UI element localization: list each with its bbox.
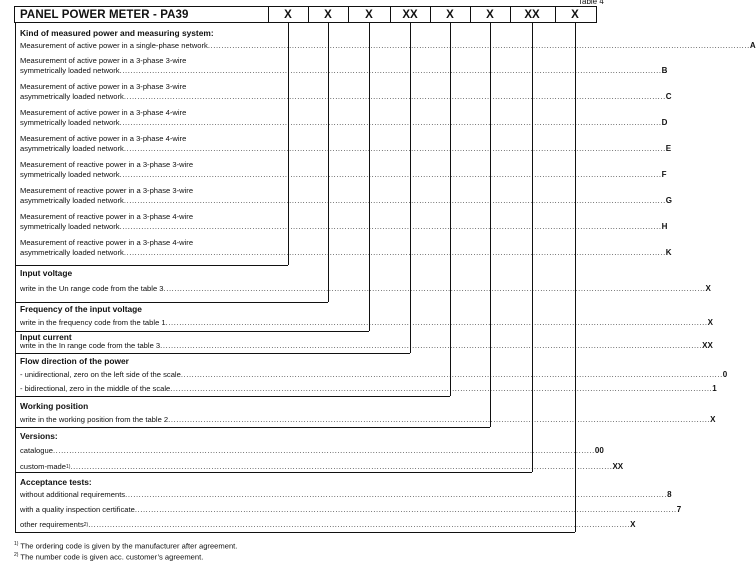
section-heading-working: Working position <box>20 401 89 411</box>
header-divider <box>555 6 556 23</box>
header-divider <box>510 6 511 23</box>
header-code-2: X <box>324 9 332 21</box>
header-code-4: XX <box>402 9 418 21</box>
table-label: Table 4 <box>578 0 604 6</box>
bracket-vline <box>328 23 329 302</box>
header-divider <box>390 6 391 23</box>
section-heading-current: Input current <box>20 332 72 342</box>
footnote-2: $^{2)}$ The number code is given acc. customer’s agreement. <box>14 552 204 562</box>
header-divider <box>308 6 309 23</box>
measured-option-c: Measurement of active power in a 3-phase 3-wire asymmetrically loaded network ........................................................................................................................................................................................................ C <box>20 82 672 101</box>
acceptance-row-7: with a quality inspection certificate ........................................................................................................................................................................................................ 7 <box>20 505 682 514</box>
bracket-vline <box>15 23 16 532</box>
section-heading-voltage: Input voltage <box>20 268 73 278</box>
flow-row-1: - bidirectional, zero in the middle of the scale ........................................................................................................................................................................................................ 1 <box>20 384 717 393</box>
section-heading-frequency: Frequency of the input voltage <box>20 304 142 314</box>
measured-option-b: Measurement of active power in a 3-phase 3-wire symmetrically loaded network ........................................................................................................................................................................................................ B <box>20 56 668 75</box>
measured-option-g: Measurement of reactive power in a 3-phase 3-wire asymmetrically loaded network ........................................................................................................................................................................................................ G <box>20 186 673 205</box>
section-heading-measured: Kind of measured power and measuring system: <box>20 28 214 38</box>
section-rule <box>15 302 328 303</box>
measured-option-e: Measurement of active power in a 3-phase 4-wire asymmetrically loaded network ........................................................................................................................................................................................................ E <box>20 134 672 153</box>
frequency-row: write in the frequency code from the table 1 ........................................................................................................................................................................................................ X <box>20 318 713 327</box>
measured-option-a: Measurement of active power in a single-phase network ........................................................................................................................................................................................................ A <box>20 41 756 50</box>
section-rule <box>15 265 288 266</box>
section-rule <box>15 353 410 354</box>
current-row: write in the In range code from the table 3 ........................................................................................................................................................................................................ XX <box>20 341 713 350</box>
header-code-7: XX <box>524 9 540 21</box>
measured-option-f: Measurement of reactive power in a 3-phase 3-wire symmetrically loaded network ........................................................................................................................................................................................................ F <box>20 160 667 179</box>
header-code-5: X <box>446 9 454 21</box>
section-heading-acceptance: Acceptance tests: <box>20 477 92 487</box>
acceptance-row-8: without additional requirements ........................................................................................................................................................................................................ 8 <box>20 490 672 499</box>
header-code-6: X <box>486 9 494 21</box>
version-row-xx: custom-made 1) ........................................................................................................................................................................................................ XX <box>20 462 624 471</box>
header-divider <box>430 6 431 23</box>
working-row: write in the working position from the table 2 ........................................................................................................................................................................................................ X <box>20 415 716 424</box>
voltage-row: write in the Un range code from the table 3 ........................................................................................................................................................................................................ X <box>20 284 711 293</box>
header-divider <box>348 6 349 23</box>
page-title: PANEL POWER METER - PA39 <box>20 9 189 21</box>
header-code-3: X <box>365 9 373 21</box>
section-rule <box>15 532 575 533</box>
section-rule <box>15 427 490 428</box>
section-heading-flow: Flow direction of the power <box>20 356 129 366</box>
header-divider <box>268 6 269 23</box>
footnote-1: $^{1)}$ The ordering code is given by the manufacturer after agreement. <box>14 541 238 551</box>
header-divider <box>470 6 471 23</box>
section-heading-versions: Versions: <box>20 431 58 441</box>
header-code-1: X <box>284 9 292 21</box>
section-rule <box>15 396 450 397</box>
version-row-00: catalogue ........................................................................................................................................................................................................ 00 <box>20 446 604 455</box>
section-rule <box>15 472 532 473</box>
measured-option-k: Measurement of reactive power in a 3-phase 4-wire asymmetrically loaded network ........................................................................................................................................................................................................ K <box>20 238 672 257</box>
measured-option-h: Measurement of reactive power in a 3-phase 4-wire symmetrically loaded network ........................................................................................................................................................................................................ H <box>20 212 668 231</box>
acceptance-row-x: other requirements 2) ........................................................................................................................................................................................................ X <box>20 520 636 529</box>
header-code-8: X <box>571 9 579 21</box>
flow-row-0: - unidirectional, zero on the left side of the scale ........................................................................................................................................................................................................ 0 <box>20 370 728 379</box>
measured-option-d: Measurement of active power in a 3-phase 4-wire symmetrically loaded network ........................................................................................................................................................................................................ D <box>20 108 668 127</box>
